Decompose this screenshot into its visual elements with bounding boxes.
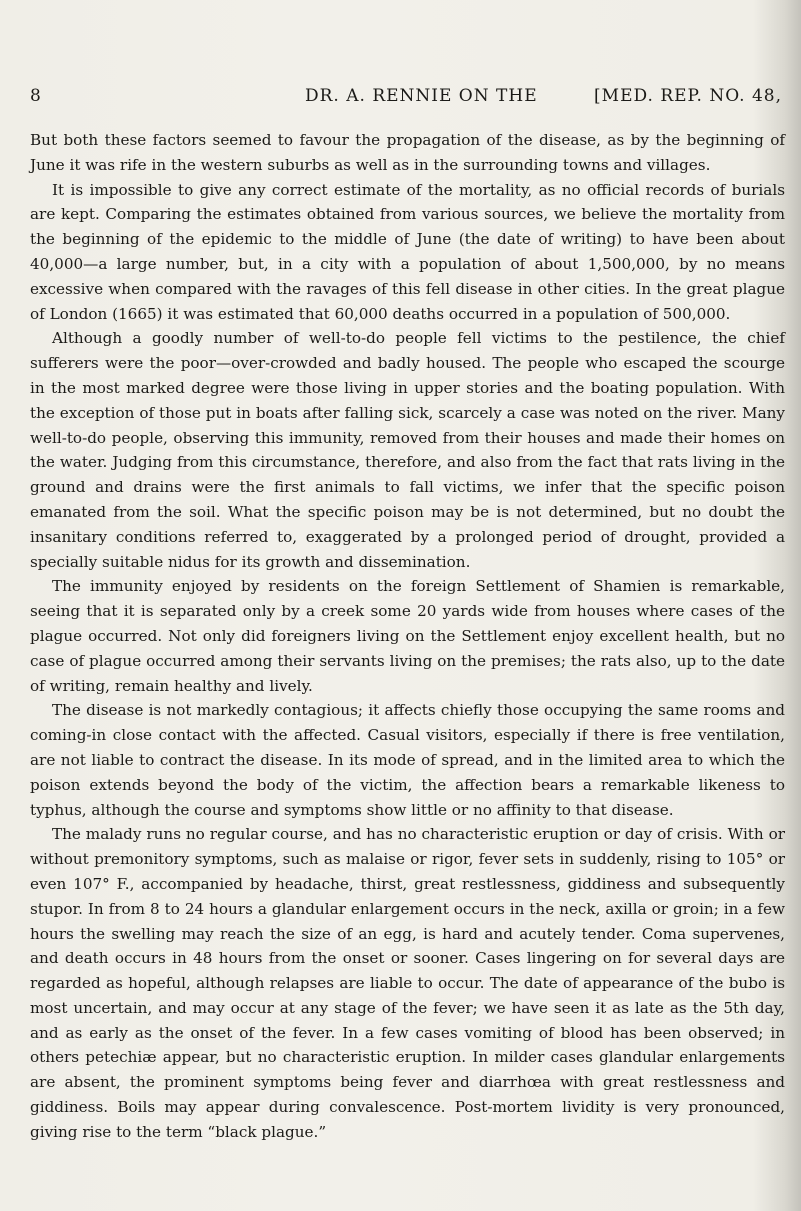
paragraph-contagion: The disease is not markedly contagious; it affects chiefly those occupying the same rooms and coming-in close contact with the affected. Casual visitors, especially if there is free ventilation, are not liable to contract the disease. In its mode of spread, and in the limited area to which the poison extends beyond the body of the victim, the affection bears a remarkable likeness to typhus, although the course and symptoms show little or no affinity to that disease. bbox=[30, 701, 785, 819]
page-header bbox=[30, 86, 782, 110]
paragraph-victims: Although a goodly number of well-to-do people fell victims to the pestilence, the chief sufferers were the poor—over-crowded and badly housed. The people who escaped the scourge in the most marked degree were those living in upper stories and the boating population. With the exception of those put in boats after falling sick, scarcely a case was noted on the river. Many well-to-do people, observing this immunity, removed from their houses and made their homes on the water. Judging from this circumstance, therefore, and also from the fact that rats living in the ground and drains were the first animals to fall victims, we infer that the specific poison emanated from the soil. What the specific poison may be is not determined, but no doubt the insanitary conditions referred to, exaggerated by a prolonged period of drought, provided a specially suitable nidus for its growth and dissemination. bbox=[30, 329, 785, 571]
page-number: 8 bbox=[30, 86, 42, 106]
paragraph-symptoms: The malady runs no regular course, and has no characteristic eruption or day of crisis. With or without premonitory symptoms, such as malaise or rigor, fever sets in suddenly, rising to 105° or even 107° F., accompanied by headache, thirst, great restlessness, giddiness and subsequently stupor. In from 8 to 24 hours a glandular enlargement occurs in the neck, axilla or groin; in a few hours the swelling may reach the size of an egg, is hard and acutely tender. Coma supervenes, and death occurs in 48 hours from the onset or sooner. Cases lingering on for several days are regarded as hopeful, although relapses are liable to occur. The date of appearance of the bubo is most uncertain, and may occur at any stage of the fever; we have seen it as late as the 5th day, and as early as the onset of the fever. In a few cases vomiting of blood has been observed; in others petechiæ appear, but no characteristic eruption. In milder cases glandular enlargements are absent, the prominent symptoms being fever and diarrhœa with great restlessness and giddiness. Boils may appear during convalescence. Post-mortem lividity is very pronounced, giving rise to the term “black plague.” bbox=[30, 825, 785, 1141]
paragraph-mortality: It is impossible to give any correct estimate of the mortality, as no official records of burials are kept. Comparing the estimates obtained from various sources, we believe the mortality from the beginning of the epidemic to the middle of June (the date of writing) to have been about 40,000—a large number, but, in a city with a population of about 1,500,000, by no means excessive when compared with the ravages of this fell disease in other cities. In the great plague of London (1665) it was estimated that 60,000 deaths occurred in a population of 500,000. bbox=[30, 180, 785, 323]
running-title: DR. A. RENNIE ON THE bbox=[305, 86, 538, 106]
paragraph-shamien-immunity: The immunity enjoyed by residents on the foreign Settlement of Shamien is remarkable, seeing that it is separated only by a creek some 20 yards wide from houses where cases of the plague occurred. Not only did foreigners living on the Settlement enjoy excellent health, but no case of plague occurred among their servants living on the premises; the rats also, up to the date of writing, remain healthy and lively. bbox=[30, 577, 785, 695]
report-reference: [MED. REP. NO. 48, bbox=[594, 86, 782, 106]
body-text bbox=[30, 128, 785, 1145]
paragraph-propagation: But both these factors seemed to favour the propagation of the disease, as by the beginning of June it was rife in the western suburbs as well as in the surrounding towns and villages. bbox=[30, 131, 785, 174]
